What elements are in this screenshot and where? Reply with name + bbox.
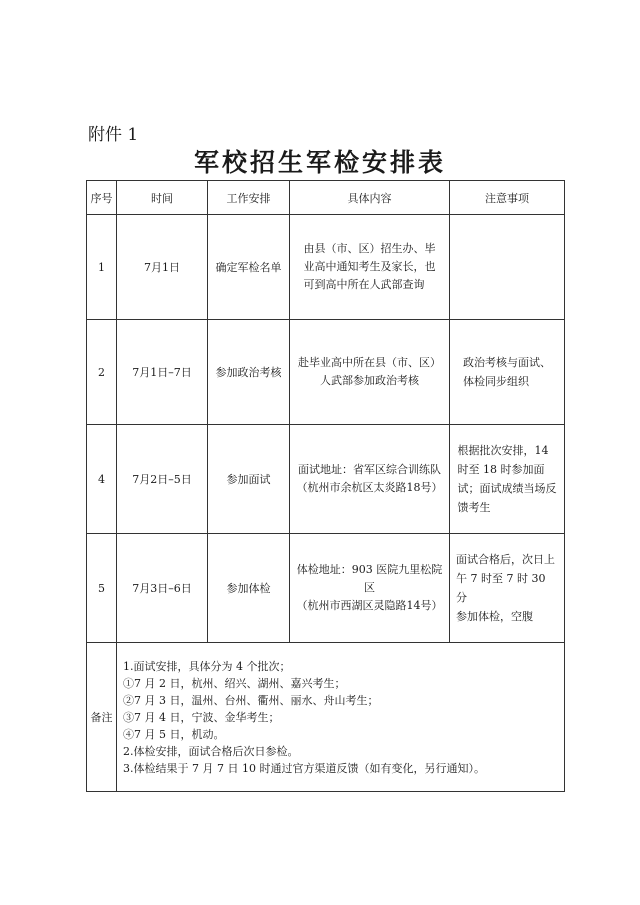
cell-note	[450, 425, 565, 534]
content-line: （杭州市余杭区太炎路18号）	[296, 481, 443, 494]
content-line: 业高中通知考生及家长，也	[303, 260, 436, 273]
attachment-label: 附件 1	[88, 125, 139, 145]
cell-note	[450, 215, 565, 320]
remarks-line: ④7 月 5 日，机动。	[123, 727, 225, 741]
cell-time: 7月3日–6日	[117, 534, 208, 643]
cell-time: 7月1日–7日	[117, 320, 208, 425]
cell-note	[450, 534, 565, 643]
cell-task: 参加政治考核	[208, 320, 290, 425]
remarks-line: ①7 月 2 日，杭州、绍兴、湖州、嘉兴考生；	[123, 676, 346, 690]
remarks-content	[117, 643, 565, 792]
content-line: （杭州市西湖区灵隐路14号）	[296, 599, 443, 612]
table-row	[87, 215, 565, 320]
remarks-line: 2.体检安排，面试合格后次日参检。	[123, 744, 299, 758]
cell-task: 参加体检	[208, 534, 290, 643]
cell-task: 确定军检名单	[208, 215, 290, 320]
cell-content	[290, 425, 450, 534]
content-line: 由县（市、区）招生办、毕	[303, 242, 436, 255]
content-line: 面试地址：省军区综合训练队	[298, 463, 441, 476]
note-line: 时至 18 时参加面	[457, 463, 545, 476]
cell-no: 2	[87, 320, 117, 425]
page-title: 军校招生军检安排表	[193, 148, 446, 177]
content-line: 可到高中所在人武部查询	[303, 278, 425, 291]
note-line: 午 7 时至 7 时 30 分	[456, 572, 546, 604]
cell-no: 4	[87, 425, 117, 534]
note-line: 参加体检，空腹	[456, 610, 533, 623]
note-line: 根据批次安排，14	[457, 444, 549, 457]
cell-no: 5	[87, 534, 117, 643]
note-line: 体检同步组织	[463, 375, 529, 388]
cell-time: 7月1日	[117, 215, 208, 320]
remarks-line: ③7 月 4 日，宁波、金华考生；	[123, 710, 280, 724]
note-line: 面试合格后，次日上	[456, 553, 555, 566]
header-time: 时间	[117, 181, 208, 215]
remarks-line: ②7 月 3 日，温州、台州、衢州、丽水、舟山考生；	[123, 693, 379, 707]
table-row	[87, 425, 565, 534]
header-content: 具体内容	[290, 181, 450, 215]
header-task: 工作安排	[208, 181, 290, 215]
cell-time: 7月2日–5日	[117, 425, 208, 534]
remarks-row	[87, 643, 565, 792]
remarks-line: 1.面试安排，具体分为 4 个批次；	[123, 659, 291, 673]
note-line: 馈考生	[457, 501, 491, 514]
header-no: 序号	[87, 181, 117, 215]
header-note: 注意事项	[450, 181, 565, 215]
cell-no: 1	[87, 215, 117, 320]
cell-content	[290, 534, 450, 643]
cell-content	[290, 215, 450, 320]
table-row	[87, 320, 565, 425]
note-line: 政治考核与面试、	[463, 356, 551, 369]
content-line: 人武部参加政治考核	[320, 374, 419, 387]
content-line: 体检地址：903 医院九里松院区	[296, 563, 443, 594]
remarks-line: 3.体检结果于 7 月 7 日 10 时通过官方渠道反馈（如有变化，另行通知）。	[123, 761, 485, 775]
schedule-table	[86, 180, 565, 792]
content-line: 赴毕业高中所在县（市、区）	[298, 356, 441, 369]
table-header-row	[87, 181, 565, 215]
note-line: 试；面试成绩当场反	[457, 482, 557, 495]
cell-task: 参加面试	[208, 425, 290, 534]
cell-note	[450, 320, 565, 425]
table-row	[87, 534, 565, 643]
cell-content	[290, 320, 450, 425]
remarks-label: 备注	[87, 643, 117, 792]
